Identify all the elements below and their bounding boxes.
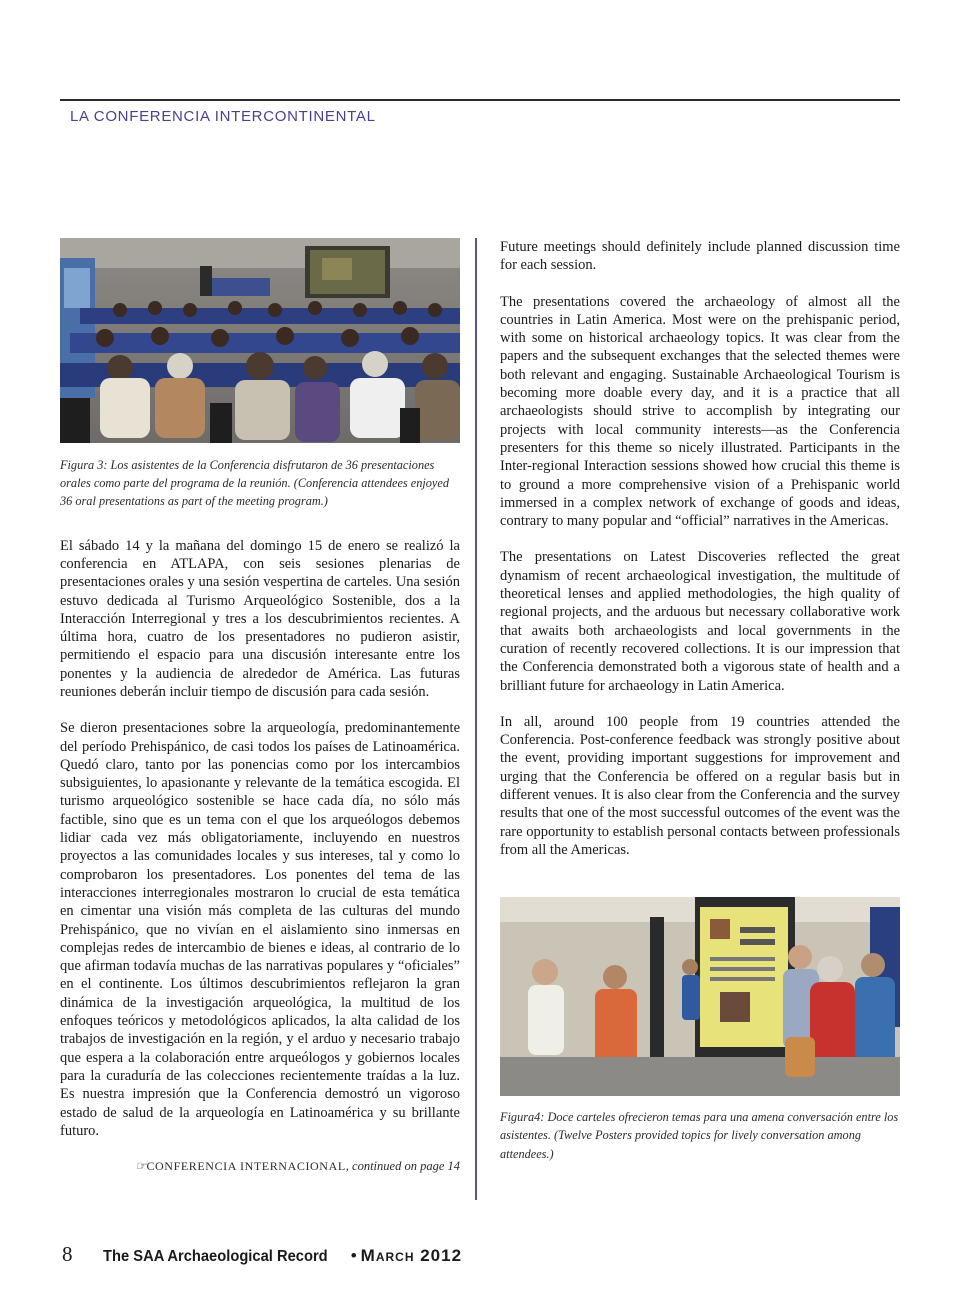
figure-4-caption-es: Figura4: Doce carteles ofrecieron temas para una amena conversación entre los asistentes. [500,1110,899,1143]
publication-title: The SAA Archaeological Record [102,1248,328,1265]
figure-3-photo [60,238,460,443]
figure-4-photo [500,897,900,1096]
poster-session-illustration [500,897,900,1096]
figure-3-caption-en: (Conferencia attendees enjoyed 36 oral presentations as part of the meeting program.) [60,476,449,509]
section-title: LA CONFERENCIA INTERCONTINENTAL [70,108,376,125]
figure-3-caption-es: Figura 3: Los asistentes de la Conferencia disfrutaron de 36 presentaciones orales como parte del programa de la reunión. [60,458,435,491]
continued-note[interactable] [60,1158,460,1174]
page-footer [62,1242,462,1267]
body-paragraph-es-2: Se dieron presentaciones sobre la arqueología, predominantemente del período Prehispánico, de casi todos los países de Latinoamérica. Quedó claro, tanto por las ponencias como por los intercambios subsiguientes, lo apasionante y relevante de la temática escogida. El turismo arqueológico sostenible se hace cada día, no sólo más factible, sino que es un tema con el que los arqueólogos debemos lidiar cada vez más obligatoriamente, incluyendo en nuestros proyectos a las comunidades locales y sus intereses, tal y como lo comprobaron los presentadores. Los ponentes del tema de las interacciones interregionales mostraron lo crucial de esta temática en cimentar una visión más completa de las culturas del mundo Prehispánico, que no vivían en el aislamiento sino inmersas en complejas redes de intercambio de bienes e ideas, al contrario de lo que afirman todavía muchas de las narrativas populares y “oficiales” en el continente. Los últimos descubrimientos reflejaron la gran dinámica de la investigación arqueológica, la multitud de los enfoques teóricos y metodológicos aplicados, la alta calidad de los trabajos de investigación en la región, y el arduo y necesario trabajo que espera a la colaboración entre arqueólogos y gobiernos locales para la curaduría de las colecciones recientemente traídas a la luz. Es nuestra impresión que la Conferencia demostró un vigoroso estado de salud de la arqueología en Latinoamérica y su brillante futuro. [60,720,460,1139]
footer-bullet: • [350,1246,357,1265]
left-column [60,238,460,1174]
pointing-hand-icon: ☞ [135,1159,147,1174]
body-paragraph-en-1: Future meetings should definitely include planned discussion time for each session. [500,239,900,274]
continued-suffix: , continued on page 14 [345,1159,460,1174]
body-paragraph-en-3: The presentations on Latest Discoveries reflected the great dynamism of recent archaeological investigation, the multitude of theoretical lenses and applied methodologies, the high quality of regional projects, and the arduous but necessary collaborative work that awaits both archaeologists and local governments in the curation of recently recovered collections. It is our impression that the Conferencia demonstrated both a vigorous state of health and a brilliant future for archaeology in Latin America. [500,549,900,694]
body-paragraph-en-2: The presentations covered the archaeology of almost all the countries in Latin America. Most were on the prehispanic period, with some on historical archaeology topics. It was clear from the papers and the subsequent exchanges that the selected themes were both relevant and engaging. Sustainable Archaeological Tourism is becoming more doable every day, and it is a practice that all archaeologists should strive to accomplish by integrating our projects with local community interests—as the Conferencia presenters for this theme so nicely illustrated. Participants in the Inter-regional Interaction sessions showed how crucial this theme is to ground a more comprehensive vision of a Prehispanic world immersed in a complex network of exchange of goods and ideas, contrary to many popular and “official” narratives in the Americas. [500,293,900,530]
top-rule [60,99,900,101]
page-number: 8 [62,1242,73,1266]
figure-4-caption-en: (Twelve Posters provided topics for lively conversation among attendees.) [500,1128,862,1161]
conference-audience-illustration [60,238,460,443]
figure-3-caption [60,456,460,511]
right-column [500,238,900,1163]
body-paragraph-en-4: In all, around 100 people from 19 countries attended the Conferencia. Post-conference feedback was strongly positive about the event, providing important suggestions for improvement and urging that the Conferencia be offered on a regular basis but in different venues. It is also clear from the Conferencia and the survey results that one of the most successful outcomes of the event was the rare opportunity to establish personal contacts between professionals from all the Americas. [500,713,900,858]
issue-date: March 2012 [360,1246,463,1265]
figure-4-caption [500,1108,900,1163]
body-paragraph-es-1: El sábado 14 y la mañana del domingo 15 de enero se realizó la conferencia en ATLAPA, con seis sesiones plenarias de presentaciones orales y una sesión vespertina de carteles. Una sesión estuvo dedicada al Turismo Arqueológico Sostenible, dos a la Interacción Interregional y tres a los descubrimientos recientes. A última hora, cuatro de los presentadores no pudieron asistir, permitiendo el espacio para una discusión interesante entre los ponentes y la audiencia de alrededor de América. Las futuras reuniones deberán incluir tiempo de discusión para cada sesión. [60,537,460,700]
column-divider [475,238,477,1200]
continued-label: CONFERENCIA INTERNACIONAL [146,1159,346,1174]
